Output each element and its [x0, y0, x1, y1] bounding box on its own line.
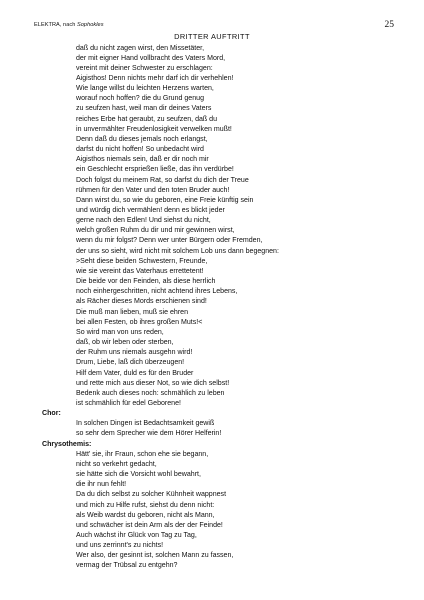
- verse-line: Aigisthos! Denn nichts mehr darf ich dir verhehlen!: [76, 74, 234, 82]
- speaker-chrysothemis: Chrysothemis:: [42, 440, 92, 448]
- verse-line: >Seht diese beiden Schwestern, Freunde,: [76, 257, 208, 265]
- verse-line: zu seufzen hast, weil man dir deines Vaters: [76, 105, 212, 113]
- verse-line: rühmen für den Vater und den toten Bruder auch!: [76, 186, 230, 194]
- verse-line: ein Geschlecht ersprießen ließe, das ihn verdürbe!: [76, 166, 234, 174]
- verse-line: so sehr dem Sprecher wie dem Hörer Helferin!: [76, 430, 222, 438]
- verse-line: darfst du nicht hoffen! So unbedacht wird: [76, 146, 204, 154]
- verse-line: als Weib wardst du geboren, nicht als Mann,: [76, 511, 215, 519]
- running-author: Sophokles: [76, 22, 104, 28]
- verse-line: So wird man von uns reden,: [76, 328, 164, 336]
- verse-line: in unvermählter Freudenlosigkeit verwelken mußt!: [76, 125, 232, 133]
- verse-line: der mit eigner Hand vollbracht des Vaters Mord,: [76, 54, 226, 62]
- verse-line: und rette mich aus dieser Not, so wie dich selbst!: [76, 379, 230, 387]
- verse-line: Da du dich selbst zu solcher Kühnheit wappnest: [76, 491, 227, 499]
- verse-line: Wie lange willst du leichten Herzens warten,: [76, 85, 214, 93]
- verse-line: und uns zerrinnt's zu nichts!: [76, 542, 164, 550]
- verse-line: vermag der Trübsal zu entgehn?: [76, 562, 178, 570]
- verse-line: und schwächer ist dein Arm als der der Feinde!: [76, 521, 223, 529]
- verse-line: als Rächer dieses Mords erschienen sind!: [76, 298, 207, 306]
- verse-line: wie sie vereint das Vaterhaus errettetent!: [76, 267, 204, 275]
- verse-line: der Ruhm uns niemals ausgehn wird!: [76, 349, 193, 357]
- running-head: [34, 22, 104, 28]
- speaker-chor: Chor:: [42, 410, 61, 418]
- verse-line: und würdig dich vermählen! denn es blickt jeder: [76, 207, 225, 214]
- verse-line: daß du nicht zagen wirst, den Missetäter,: [76, 44, 205, 52]
- verse-line: Wer also, der gesinnt ist, solchen Mann zu fassen,: [76, 552, 234, 560]
- verse-line: gerne nach den Edlen! Und siehst du nicht,: [76, 217, 211, 225]
- verse-line: ist schmählich für edel Geborene!: [76, 399, 181, 407]
- section-title: DRITTER AUFTRITT: [174, 32, 250, 41]
- verse-line: Aigisthos niemals sein, daß er dir noch mir: [76, 156, 209, 164]
- verse-line: worauf noch hoffen? die du Grund genug: [76, 95, 204, 103]
- verse-line: sie hätte sich die Vorsicht wohl bewahrt,: [76, 471, 201, 479]
- verse-line: noch einhergeschritten, nicht achtend ihres Lebens,: [76, 288, 238, 296]
- verse-line: nicht so verkehrt gedacht,: [76, 460, 157, 468]
- verse-line: daß, ob wir leben oder sterben,: [76, 339, 174, 347]
- verse-line: Drum, Liebe, laß dich überzeugen!: [76, 359, 185, 367]
- verse-line: vereint mit deiner Schwester zu erschlagen:: [76, 64, 213, 72]
- play-text: [42, 44, 396, 572]
- verse-line: Hätt' sie, ihr Fraun, schon ehe sie begann,: [76, 450, 209, 458]
- verse-line: Die muß man lieben, muß sie ehren: [76, 308, 189, 316]
- verse-line: wenn du mir folgst? Denn wer unter Bürgern oder Fremden,: [76, 237, 263, 245]
- verse-line: bei allen Festen, ob ihres großen Muts!<: [76, 318, 203, 326]
- verse-line: und mich zu Hilfe rufst, siehst du denn nicht:: [76, 501, 215, 509]
- page-number: 25: [384, 20, 394, 30]
- verse-line: Die beide vor den Feinden, als diese herrlich: [76, 278, 216, 286]
- verse-line: Hilf dem Vater, duld es für den Bruder: [76, 369, 194, 377]
- verse-line: der uns so sieht, wird nicht mit solchem Lob uns dann begegnen:: [76, 247, 279, 255]
- verse-line: Bedenk auch dieses noch: schmählich zu leben: [76, 389, 225, 397]
- running-title: ELEKTRA, nach: [34, 22, 77, 28]
- verse-line: welch großen Ruhm du dir und mir gewinnen wirst,: [76, 227, 235, 235]
- speech-1: [50, 44, 396, 410]
- verse-line: Doch folgst du meinem Rat, so darfst du dich der Treue: [76, 176, 249, 184]
- speech-3: [50, 450, 396, 572]
- verse-line: In solchen Dingen ist Bedachtsamkeit gewiß: [76, 420, 215, 428]
- verse-line: die ihr nun fehlt!: [76, 481, 127, 489]
- verse-line: Denn daß du dieses jemals noch erlangst,: [76, 135, 208, 143]
- verse-line: Auch wächst ihr Glück von Tag zu Tag,: [76, 532, 197, 539]
- speech-2: [50, 419, 396, 439]
- verse-line: Dann wirst du, so wie du geboren, eine Freie künftig sein: [76, 196, 254, 204]
- verse-line: reiches Erbe hat geraubt, zu seufzen, daß du: [76, 115, 218, 123]
